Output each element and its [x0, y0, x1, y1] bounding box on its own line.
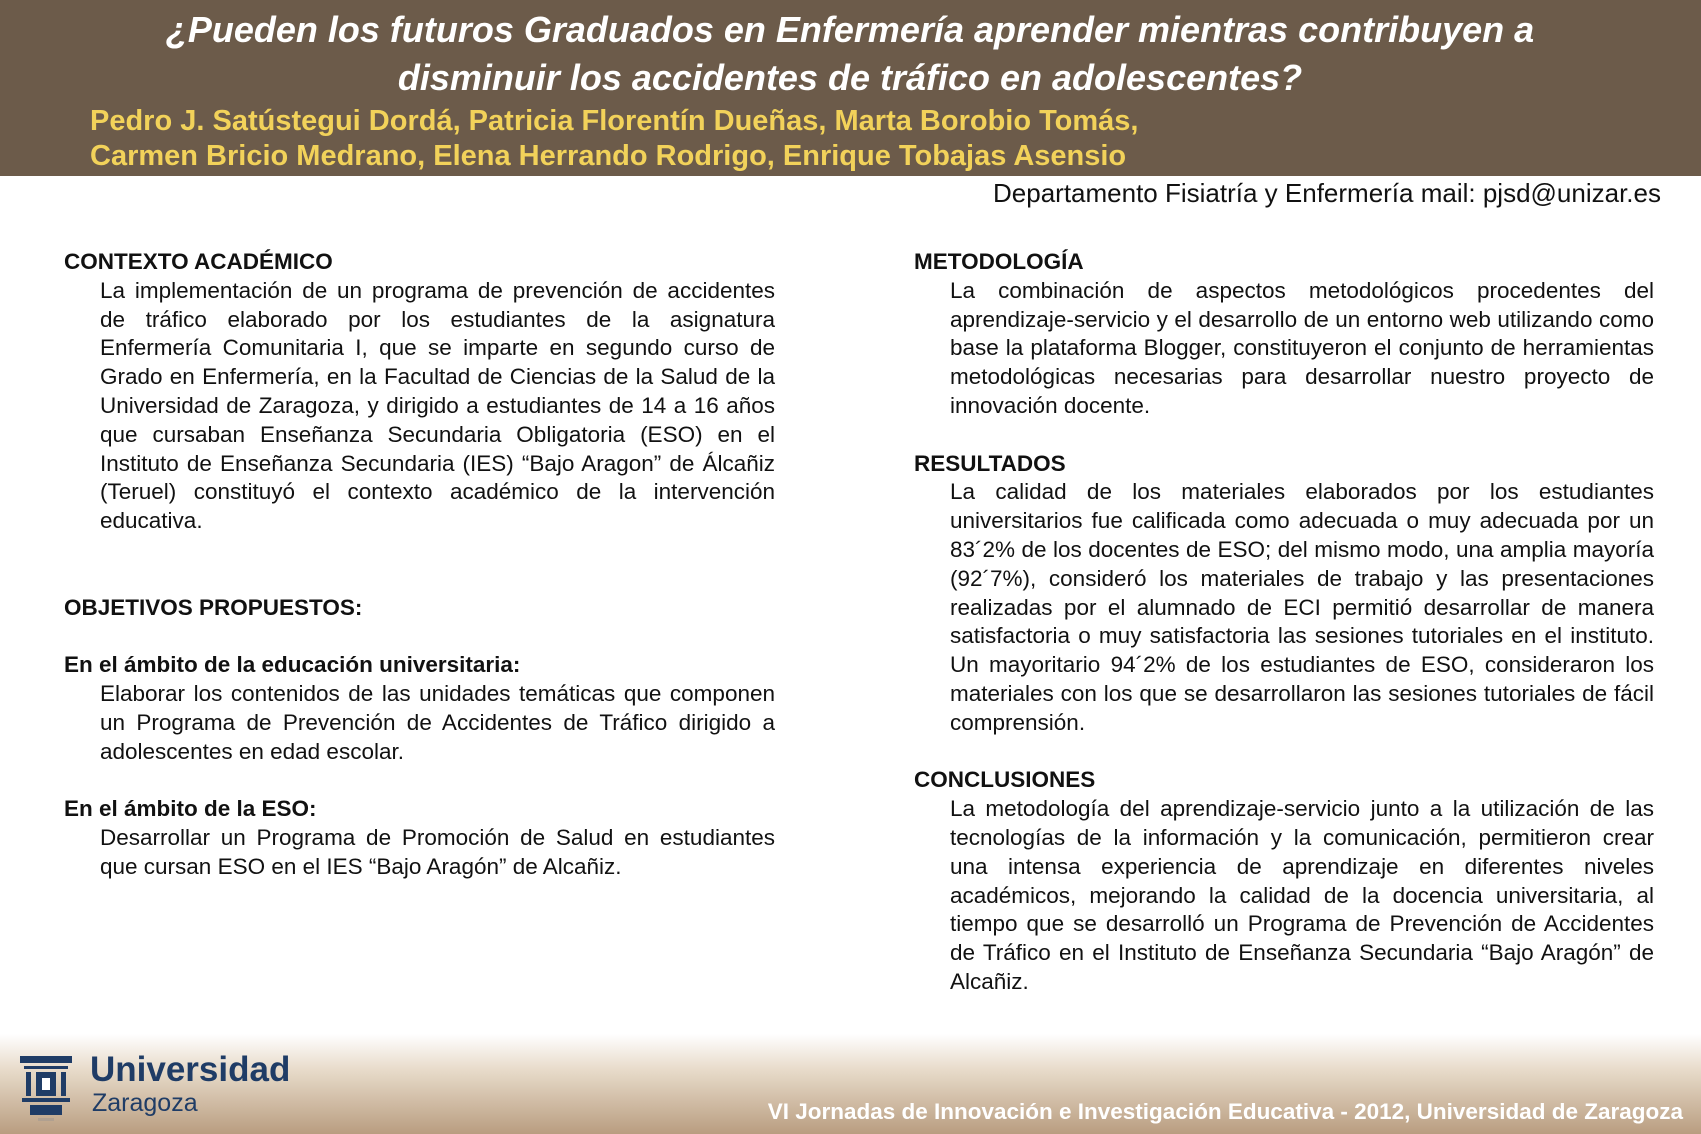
department-contact: Departamento Fisiatría y Enfermería mail: pjsd@unizar.es	[993, 178, 1661, 208]
university-objective-text: Elaborar los contenidos de las unidades temáticas que componen un Programa de Prevención de Accidentes de Tráfico dirigido a adolescentes en edad escolar.	[100, 680, 775, 764]
methodology-heading: METODOLOGÍA	[914, 249, 1084, 274]
conclusions-heading: CONCLUSIONES	[914, 767, 1096, 793]
logo-city: Zaragoza	[92, 1089, 198, 1117]
context-heading: CONTEXTO ACADÉMICO	[64, 249, 333, 274]
university-objective-heading: En el ámbito de la educación universitaria:	[64, 652, 521, 678]
eso-objective-heading: En el ámbito de la ESO:	[64, 796, 317, 822]
logo-wordmark: Universidad	[90, 1050, 291, 1089]
results-text: La calidad de los materiales elaborados por los estudiantes universitarios fue calificada como adecuada o muy adecuada por un 83´2% de los docentes de ESO; del mismo modo, una amplia mayoría (92´7%), consideró los materiales de trabajo y las presentaciones realizadas por el alumnado de ECI permitió desarrollar de manera satisfactoria o muy satisfactoria las sesiones tutoriales en el instituto. Un mayoritario 94´2% de los estudiantes de ESO, consideraron los materiales con los que se desarrollaron las sesiones tutoriales de fácil comprensión.	[950, 479, 1654, 735]
eso-objective-text: Desarrollar un Programa de Promoción de Salud en estudiantes que cursan ESO en el IES “Bajo Aragón” de Alcañiz.	[100, 824, 775, 879]
left-column	[64, 248, 775, 882]
title-line-1: ¿Pueden los futuros Graduados en Enfermería aprender mientras contribuyen a	[165, 9, 1535, 50]
authors-line-1: Pedro J. Satústegui Dordá, Patricia Florentín Dueñas, Marta Borobio Tomás,	[90, 105, 1139, 137]
objectives-heading: OBJETIVOS PROPUESTOS:	[64, 594, 363, 620]
authors-line-2: Carmen Bricio Medrano, Elena Herrando Rodrigo, Enrique Tobajas Asensio	[90, 140, 1127, 172]
poster-title	[40, 6, 1660, 102]
university-logo	[14, 1050, 291, 1130]
title-line-2: disminuir los accidentes de tráfico en adolescentes?	[397, 57, 1303, 98]
authors	[90, 104, 1139, 174]
conclusions-text: La metodología del aprendizaje-servicio junto a la utilización de las tecnologías de la información y la comunicación, permitieron crear una intensa experiencia de aprendizaje en diferentes niveles académicos, mejorando la calidad de la docencia universitaria, al tiempo que se desarrolló un Programa de Prevención de Accidentes de Tráfico en el Instituto de Enseñanza Secundaria “Bajo Aragón” de Alcañiz.	[950, 796, 1654, 994]
right-column	[914, 248, 1654, 997]
header-band	[0, 0, 1701, 176]
event-footer: VI Jornadas de Innovación e Investigación Educativa - 2012, Universidad de Zaragoza	[767, 1099, 1683, 1124]
results-heading: RESULTADOS	[914, 450, 1066, 476]
methodology-text: La combinación de aspectos metodológicos procedentes del aprendizaje-servicio y el desarrollo de un entorno web utilizando como base la plataforma Blogger, constituyeron el conjunto de herramientas metodológicas necesarias para desarrollar nuestro proyecto de innovación docente.	[950, 277, 1654, 418]
university-crest-icon	[16, 1052, 76, 1124]
context-text: La implementación de un programa de prevención de accidentes de tráfico elaborado por los estudiantes de la asignatura Enfermería Comunitaria I, que se imparte en segundo curso de Grado en Enfermería, en la Facultad de Ciencias de la Salud de la Universidad de Zaragoza, y dirigido a estudiantes de 14 a 16 años que cursaban Enseñanza Secundaria Obligatoria (ESO) en el Instituto de Enseñanza Secundaria (IES) “Bajo Aragon” de Álcañiz (Teruel) constituyó el contexto académico de la intervención educativa.	[100, 277, 775, 534]
